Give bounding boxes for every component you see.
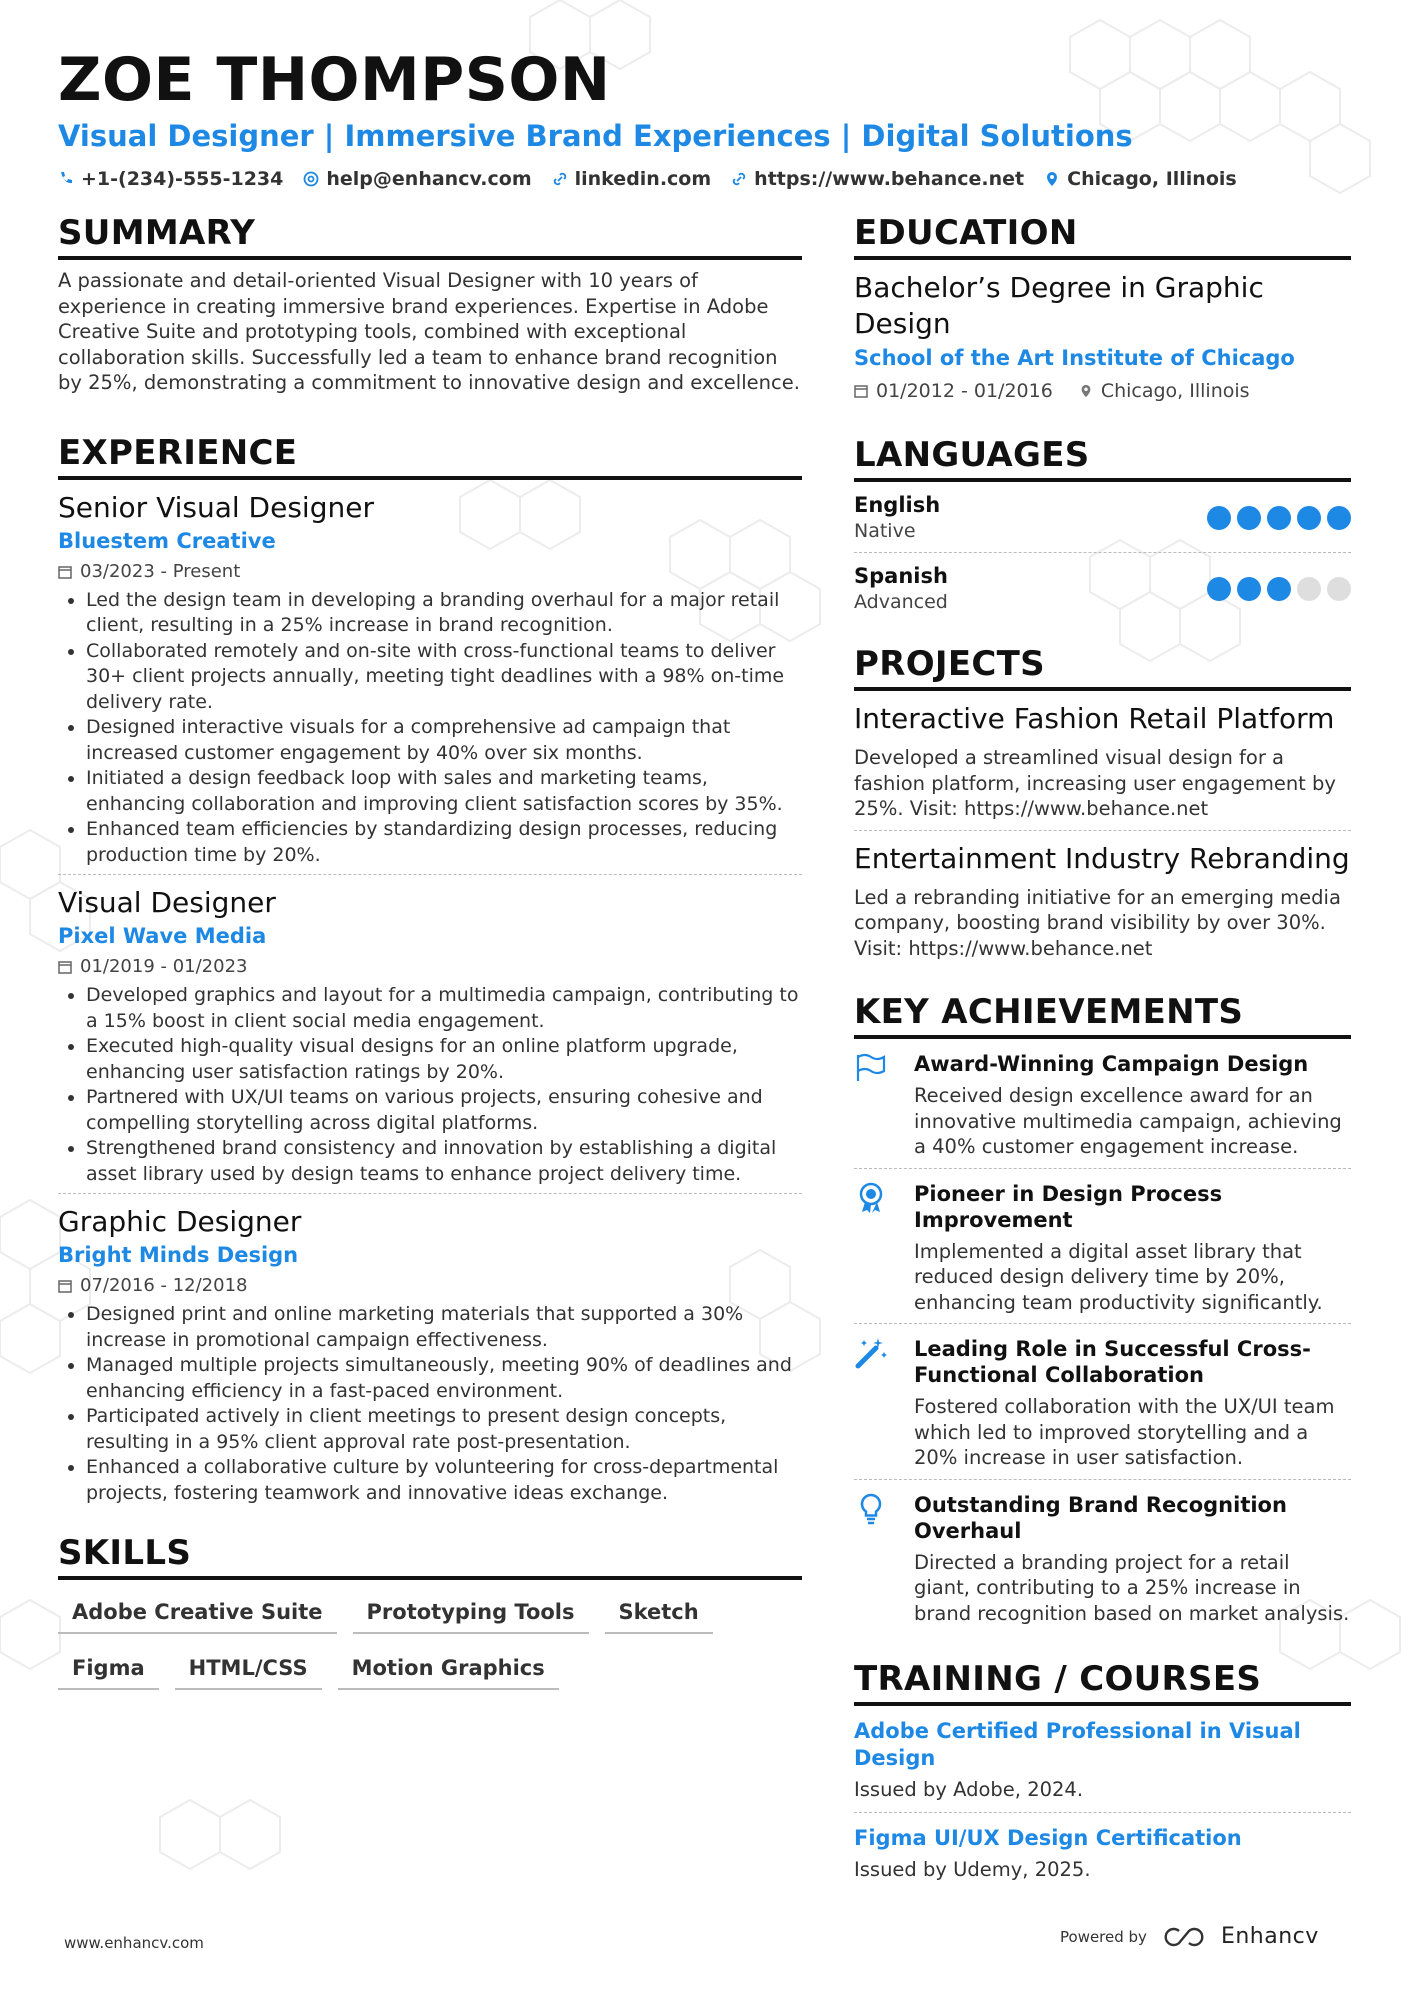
achievements-section bbox=[854, 991, 1351, 1634]
bullet-item: • Participated actively in client meetings to present design concepts, resulting in a 95% client approval rate post-presentation. bbox=[86, 1404, 802, 1455]
school-name: School of the Art Institute of Chicago bbox=[854, 346, 1295, 370]
calendar-icon bbox=[854, 384, 868, 398]
achievements-heading: KEY ACHIEVEMENTS bbox=[854, 991, 1351, 1039]
achievement-description: Received design excellence award for an innovative multimedia campaign, achieving a 40% customer engagement increase. bbox=[914, 1084, 1342, 1158]
job-dates-text: 01/2019 - 01/2023 bbox=[80, 956, 248, 977]
calendar-icon bbox=[58, 565, 72, 579]
language-rating bbox=[1207, 577, 1351, 601]
course-description: Issued by Udemy, 2025. bbox=[854, 1858, 1091, 1881]
bullet-item: • Partnered with UX/UI teams on various projects, ensuring cohesive and compelling storytelling across digital platforms. bbox=[86, 1085, 802, 1136]
lightbulb-icon bbox=[854, 1492, 888, 1526]
enhancv-logo-icon bbox=[1161, 1925, 1207, 1949]
language-rating bbox=[1207, 506, 1351, 530]
contact-location-text: Chicago, Illinois bbox=[1067, 168, 1237, 190]
experience-section bbox=[58, 432, 802, 1507]
course-description: Issued by Adobe, 2024. bbox=[854, 1778, 1084, 1801]
bullet-item: • Collaborated remotely and on-site with cross-functional teams to deliver 30+ client projects annually, meeting tight deadlines with a 98% on-time delivery rate. bbox=[86, 639, 802, 716]
bullet-item: • Led the design team in developing a branding overhaul for a major retail client, resulting in a 25% increase in brand recognition. bbox=[86, 588, 802, 639]
job-title: Visual Designer bbox=[58, 886, 276, 919]
contact-linkedin-text: linkedin.com bbox=[574, 168, 712, 190]
job-title: Graphic Designer bbox=[58, 1205, 302, 1238]
bullet-item: • Enhanced a collaborative culture by volunteering for cross-departmental projects, fostering teamwork and innovative ideas exchange. bbox=[86, 1455, 802, 1506]
candidate-name: ZOE THOMPSON bbox=[58, 45, 611, 115]
education-meta bbox=[854, 376, 1351, 406]
contact-linkedin[interactable] bbox=[552, 168, 712, 190]
headline: Visual Designer | Immersive Brand Experiences | Digital Solutions bbox=[58, 119, 1133, 153]
rating-dot-filled bbox=[1237, 506, 1261, 530]
job-bullets bbox=[58, 983, 802, 1187]
calendar-icon bbox=[58, 960, 72, 974]
brand-name: Enhancv bbox=[1220, 1924, 1319, 1949]
job-title: Senior Visual Designer bbox=[58, 490, 374, 524]
rating-dot-filled bbox=[1207, 506, 1231, 530]
projects-heading: PROJECTS bbox=[854, 643, 1351, 691]
job-dates-text: 03/2023 - Present bbox=[80, 560, 241, 582]
company-name: Bright Minds Design bbox=[58, 1243, 299, 1267]
achievement-item bbox=[854, 1480, 1351, 1635]
magic-wand-icon bbox=[854, 1336, 888, 1370]
education-dates bbox=[854, 376, 1053, 406]
project-description: Developed a streamlined visual design for a fashion platform, increasing user engagement by 25%. Visit: https://www.behance.net bbox=[854, 746, 1336, 820]
achievement-description: Directed a branding project for a retail giant, contributing to a 25% increase in brand recognition based on market analysis. bbox=[914, 1550, 1350, 1625]
footer-branding[interactable] bbox=[1060, 1924, 1319, 1949]
summary-heading: SUMMARY bbox=[58, 212, 802, 260]
training-section bbox=[854, 1658, 1351, 1884]
achievement-title: Pioneer in Design Process Improvement bbox=[914, 1181, 1223, 1232]
contact-portfolio-text: https://www.behance.net bbox=[754, 168, 1025, 190]
language-name: Spanish bbox=[854, 564, 948, 588]
rating-dot-filled bbox=[1327, 506, 1351, 530]
degree-title: Bachelor’s Degree in Graphic Design bbox=[854, 271, 1264, 340]
skills-list bbox=[58, 1594, 802, 1690]
experience-heading: EXPERIENCE bbox=[58, 432, 802, 480]
job-bullets bbox=[58, 1302, 802, 1506]
training-heading: TRAINING / COURSES bbox=[854, 1658, 1351, 1706]
footer-website[interactable]: www.enhancv.com bbox=[64, 1934, 204, 1952]
divider bbox=[58, 874, 802, 875]
rating-dot-empty bbox=[1327, 577, 1351, 601]
skill-tag: Motion Graphics bbox=[338, 1650, 559, 1690]
language-item bbox=[854, 492, 1351, 544]
contact-phone[interactable] bbox=[58, 168, 283, 190]
divider bbox=[854, 1812, 1351, 1813]
location-icon bbox=[1079, 384, 1093, 398]
link-icon bbox=[552, 171, 568, 187]
right-column bbox=[854, 212, 1351, 1884]
language-level: Advanced bbox=[854, 591, 948, 613]
language-item bbox=[854, 563, 1351, 615]
job-bullets bbox=[58, 588, 802, 869]
education-location bbox=[1079, 376, 1250, 406]
achievement-title: Leading Role in Successful Cross-Functional Collaboration bbox=[914, 1337, 1311, 1387]
bullet-item: • Enhanced team efficiencies by standardizing design processes, reducing production time by 20%. bbox=[86, 817, 802, 868]
rating-dot-filled bbox=[1267, 577, 1291, 601]
language-name: English bbox=[854, 493, 941, 517]
education-location-text: Chicago, Illinois bbox=[1100, 380, 1250, 402]
job-dates-text: 07/2016 - 12/2018 bbox=[80, 1275, 248, 1296]
rating-dot-filled bbox=[1267, 506, 1291, 530]
bullet-item: • Designed interactive visuals for a comprehensive ad campaign that increased customer engagement by 40% over six months. bbox=[86, 715, 802, 766]
bullet-item: • Designed print and online marketing materials that supported a 30% increase in promotional campaign effectiveness. bbox=[86, 1302, 802, 1353]
contact-portfolio[interactable] bbox=[731, 168, 1024, 190]
language-level: Native bbox=[854, 520, 916, 542]
contact-phone-text: +1-(234)-555-1234 bbox=[81, 168, 284, 190]
rating-dot-filled bbox=[1207, 577, 1231, 601]
education-heading: EDUCATION bbox=[854, 212, 1351, 260]
languages-section bbox=[854, 434, 1351, 615]
rating-dot-filled bbox=[1237, 577, 1261, 601]
divider bbox=[854, 830, 1351, 831]
course-title: Adobe Certified Professional in Visual Design bbox=[854, 1719, 1301, 1770]
job-dates bbox=[58, 558, 802, 586]
contact-bar bbox=[58, 168, 1237, 190]
bullet-item: • Managed multiple projects simultaneously, meeting 90% of deadlines and enhancing efficiency in a fast-paced environment. bbox=[86, 1353, 802, 1404]
contact-email-text: help@enhancv.com bbox=[326, 168, 532, 190]
languages-heading: LANGUAGES bbox=[854, 434, 1351, 482]
company-name: Bluestem Creative bbox=[58, 528, 276, 553]
achievement-title: Award-Winning Campaign Design bbox=[914, 1052, 1309, 1076]
rating-dot-empty bbox=[1297, 577, 1321, 601]
rating-dot-filled bbox=[1297, 506, 1321, 530]
company-name: Pixel Wave Media bbox=[58, 924, 267, 948]
skill-tag: Prototyping Tools bbox=[353, 1594, 589, 1634]
achievement-item bbox=[854, 1324, 1351, 1480]
achievement-title: Outstanding Brand Recognition Overhaul bbox=[914, 1492, 1287, 1543]
project-title: Interactive Fashion Retail Platform bbox=[854, 702, 1335, 735]
skill-tag: Figma bbox=[58, 1650, 159, 1690]
job-entry bbox=[58, 1204, 802, 1506]
powered-by-text: Powered by bbox=[1060, 1927, 1147, 1946]
achievement-item bbox=[854, 1039, 1351, 1169]
job-dates bbox=[58, 953, 802, 981]
project-title: Entertainment Industry Rebranding bbox=[854, 841, 1350, 875]
summary-section bbox=[58, 212, 802, 396]
achievement-description: Fostered collaboration with the UX/UI team which led to improved storytelling and a 20% increase in user satisfaction. bbox=[914, 1395, 1335, 1469]
skill-tag: Sketch bbox=[605, 1594, 713, 1634]
education-section bbox=[854, 212, 1351, 406]
bullet-item: • Initiated a design feedback loop with sales and marketing teams, enhancing collaboration and improving client satisfaction scores by 35%. bbox=[86, 766, 802, 817]
divider bbox=[854, 552, 1351, 553]
bullet-item: • Developed graphics and layout for a multimedia campaign, contributing to a 15% boost in client social media engagement. bbox=[86, 983, 802, 1034]
job-entry bbox=[58, 490, 802, 876]
bullet-item: • Executed high-quality visual designs for an online platform upgrade, enhancing user satisfaction ratings by 20%. bbox=[86, 1034, 802, 1085]
location-icon bbox=[1044, 171, 1060, 187]
at-icon bbox=[303, 171, 319, 187]
contact-email[interactable] bbox=[303, 168, 531, 190]
projects-section bbox=[854, 643, 1351, 961]
project-description: Led a rebranding initiative for an emerging media company, boosting brand visibility by over 30%. Visit: https://www.behance.net bbox=[854, 885, 1341, 960]
skill-tag: HTML/CSS bbox=[175, 1650, 322, 1690]
bullet-item: • Strengthened brand consistency and innovation by establishing a digital asset library used by design teams to enhance project delivery time. bbox=[86, 1136, 802, 1187]
course-title: Figma UI/UX Design Certification bbox=[854, 1826, 1242, 1850]
education-dates-text: 01/2012 - 01/2016 bbox=[876, 380, 1053, 402]
achievement-item bbox=[854, 1169, 1351, 1325]
skill-tag: Adobe Creative Suite bbox=[58, 1594, 337, 1634]
skills-section bbox=[58, 1532, 802, 1690]
job-entry bbox=[58, 885, 802, 1194]
flag-icon bbox=[854, 1051, 888, 1085]
summary-text: A passionate and detail-oriented Visual Designer with 10 years of experience in creating immersive brand experiences. Expertise in Adobe Creative Suite and prototyping tools, combined with exceptional collaboration skills. Successfully led a team to enhance brand recognition by 25%, demonstrating a commitment to innovative design and excellence. bbox=[58, 269, 800, 394]
skills-heading: SKILLS bbox=[58, 1532, 802, 1580]
link-icon bbox=[731, 171, 747, 187]
calendar-icon bbox=[58, 1279, 72, 1293]
job-dates bbox=[58, 1272, 802, 1300]
contact-location bbox=[1044, 168, 1237, 190]
phone-icon bbox=[58, 171, 74, 187]
achievement-description: Implemented a digital asset library that reduced design delivery time by 20%, enhancing team productivity significantly. bbox=[914, 1239, 1323, 1314]
medal-icon bbox=[854, 1181, 888, 1215]
divider bbox=[58, 1193, 802, 1194]
left-column bbox=[58, 212, 802, 1690]
